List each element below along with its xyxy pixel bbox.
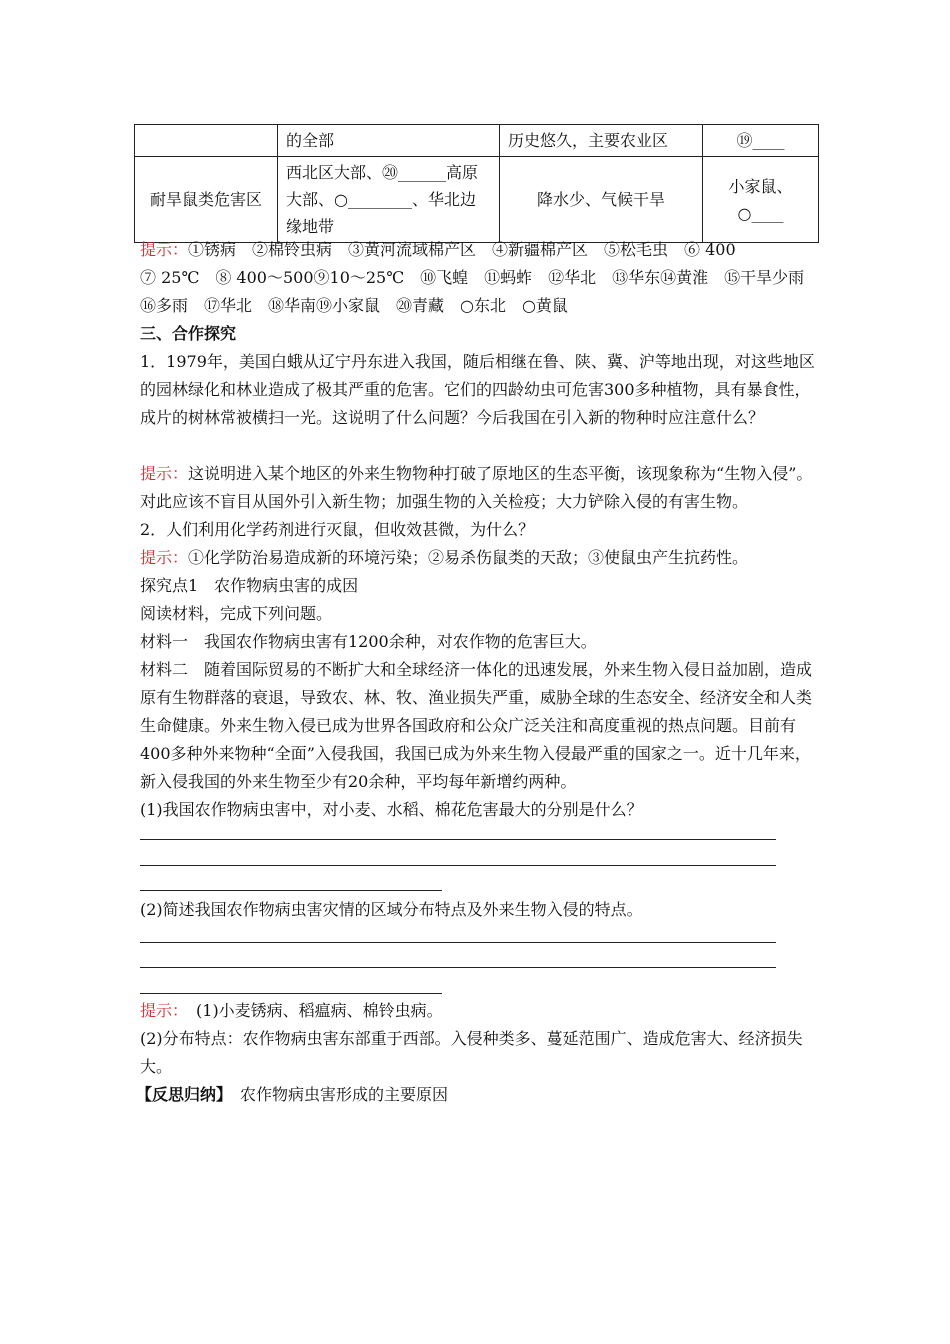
hint-line xyxy=(140,236,830,264)
answer-line xyxy=(140,839,776,840)
explore-heading: 探究点1 农作物病虫害的成因 xyxy=(140,576,359,595)
material-2: 材料二 随着国际贸易的不断扩大和全球经济一体化的迅速发展，外来生物入侵日益加剧，造成原有生物群落的衰退，导致农、林、牧、渔业损失严重，威胁全球的生态安全、经济安全和人类生命健康。外来生物入侵已成为世界各国政府和公众广泛关注和高度重视的热点问题。目前有400多种外来物种“全面”入侵我国，我国已成为外来生物入侵最严重的国家之一。近十几年来，新入侵我国的外来生物至少有20余种，平均每年新增约两种。 xyxy=(140,660,813,791)
answer-hint xyxy=(140,997,830,1025)
answer-2 xyxy=(140,544,830,572)
table-cell: ⑲____ xyxy=(703,125,819,157)
table-row xyxy=(135,125,819,157)
sub-question-1: (1)我国农作物病虫害中，对小麦、水稻、棉花危害最大的分别是什么？ xyxy=(140,800,643,819)
hint-label: 提示： xyxy=(140,464,189,483)
question-1: 1．1979年，美国白蛾从辽宁丹东进入我国，随后相继在鲁、陕、冀、沪等地出现，对这些地区的园林绿化和林业造成了极其严重的危害。它们的四龄幼虫可危害300多种植物，具有暴食性，成片的树林常被横扫一光。这说明了什么问题？今后我国在引入新的物种时应注意什么？ xyxy=(140,352,815,427)
answer-part-2: (2)分布特点：农作物病虫害东部重于西部。入侵种类多、蔓延范围广、造成危害大、经济损失大。 xyxy=(140,1029,803,1076)
question-2: 2．人们利用化学药剂进行灭鼠，但收效甚微，为什么？ xyxy=(140,520,535,539)
answer-line xyxy=(140,890,442,891)
table-cell: 降水少、气候干旱 xyxy=(500,157,703,243)
answer-line xyxy=(140,993,442,994)
material-1: 材料一 我国农作物病虫害有1200余种，对农作物的危害巨大。 xyxy=(140,632,597,651)
table-row xyxy=(135,157,819,243)
answer-text: (1)小麦锈病、稻瘟病、棉铃虫病。 xyxy=(180,1001,443,1020)
table-cell xyxy=(135,125,278,157)
table-cell: 耐旱鼠类危害区 xyxy=(135,157,278,243)
pest-zone-table xyxy=(134,124,819,243)
table-cell: 历史悠久，主要农业区 xyxy=(500,125,703,157)
hint-label: 提示： xyxy=(140,240,189,259)
hint-label: 提示： xyxy=(140,1001,181,1020)
table-cell: 的全部 xyxy=(278,125,500,157)
hint-line: ⑯多雨 ⑰华北 ⑱华南⑲小家鼠 ⑳青藏 ○东北 ○黄鼠 xyxy=(140,296,568,315)
answer-text: 这说明进入某个地区的外来生物物种打破了原地区的生态平衡，该现象称为“生物入侵”。对此应该不盲目从国外引入新生物；加强生物的入关检疫；大力铲除入侵的有害生物。 xyxy=(140,464,813,511)
section-title: 三、合作探究 xyxy=(140,324,237,343)
reflect-text: 农作物病虫害形成的主要原因 xyxy=(224,1085,449,1104)
cell-line: ○____ xyxy=(737,203,784,223)
reflect-label: 【反思归纳】 xyxy=(136,1085,225,1104)
hint-line: ⑦ 25℃ ⑧ 400～500⑨10～25℃ ⑩飞蝗 ⑪蚂蚱 ⑫华北 ⑬华东⑭黄淮 ⑮干旱少雨 xyxy=(140,268,805,287)
answer-text: ①化学防治易造成新的环境污染；②易杀伤鼠类的天敌；③使鼠虫产生抗药性。 xyxy=(188,548,749,567)
answer-line xyxy=(140,942,776,943)
cell-line: 小家鼠、 xyxy=(728,176,793,196)
hint-label: 提示： xyxy=(140,548,189,567)
answer-1 xyxy=(140,460,824,516)
table-cell xyxy=(703,157,819,243)
answer-line xyxy=(140,865,776,866)
hint-text: ①锈病 ②棉铃虫病 ③黄河流域棉产区 ④新疆棉产区 ⑤松毛虫 ⑥ 400 xyxy=(188,240,736,259)
sub-question-2: (2)简述我国农作物病虫害灾情的区域分布特点及外来生物入侵的特点。 xyxy=(140,900,643,919)
instruction: 阅读材料，完成下列问题。 xyxy=(140,604,333,623)
answer-line xyxy=(140,967,776,968)
reflect-heading xyxy=(136,1081,826,1109)
table-cell: 西北区大部、⑳______高原大部、○________、华北边缘地带 xyxy=(278,157,500,243)
